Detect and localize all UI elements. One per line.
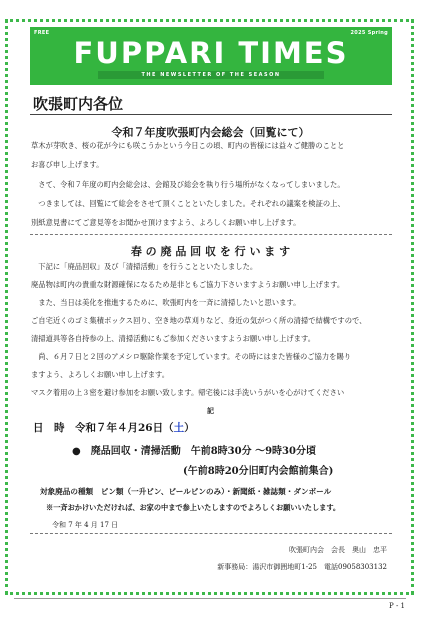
signature: 吹張町内会 会長 奥山 忠平: [289, 546, 387, 554]
ki-label: 記: [207, 406, 214, 415]
event-date: [33, 420, 195, 435]
section2-line-2: 廃品物は町内の貴重な財源確保になるため是非ともご協力下さいますようお願い申し上げます。: [31, 280, 345, 289]
heading-divider: [30, 114, 392, 115]
section2-title: 春 の 廃 品 回 収 を 行 い ま す: [130, 245, 291, 258]
free-label: FREE: [34, 30, 50, 36]
section-divider: [30, 234, 392, 235]
season-label: 2025 Spring: [350, 30, 388, 36]
section2-line-3: また、当日は美化を推進するために、吹張町内を一斉に清掃したいと思います。: [31, 298, 301, 307]
issued-date: 令和 7 年 4 月 17 日: [52, 521, 119, 529]
section2-line-6: 尚、６月７日と２回のアメシロ駆除作業を予定しています。その時にはまた皆様のご協力を賜り: [31, 352, 352, 361]
masthead: [30, 27, 392, 85]
event-weekday: 土: [173, 422, 185, 434]
newsletter-subtitle: THE NEWSLETTER OF THE SEASON: [141, 72, 281, 78]
event-date-close: ）: [184, 422, 195, 434]
event-activity: ● 廃品回収・清掃活動 午前8時30分 ～9時30分頃: [72, 446, 316, 457]
newsletter-title: FUPPARI TIMES: [73, 36, 349, 70]
waste-items: 対象廃品の種類 ピン類（一升ビン、ビールビンのみ）・新聞紙・雑誌類・ダンボール: [40, 487, 332, 496]
bottom-divider: [14, 598, 406, 599]
event-meeting-point: (午前8時20分旧町内会館前集合): [183, 466, 334, 477]
section2-line-7: ますよう、よろしくお願い申し上げます。: [31, 370, 170, 379]
section2-line-5: 清掃道具等各自持参の上、清掃活動にもご参加くださいますようお願い申し上げます。: [31, 334, 315, 343]
section1-title: 令和７年度吹張町内会総会（回覧にて）: [111, 126, 310, 139]
collection-note: ※一斉おかけいただければ、お家の中まで参上いたしますのでよろしくお願いいたします。: [46, 503, 341, 512]
section1-line-2: お喜び申し上げます。: [31, 160, 104, 169]
section1-line-5: 別紙意見書にてご意見等をお聞かせ頂けますよう、よろしくお願い申し上げます。: [31, 218, 301, 227]
page-number: P - 1: [389, 602, 405, 610]
office-contact: 新事務局：湯沢市御囲地町1-25 電話09058303132: [217, 563, 387, 571]
section2-line-4: ご自宅近くのゴミ集積ボックス回り、空き地の草刈りなど、身近の気がつく所の清掃で結構ですので、: [31, 316, 367, 325]
page-heading: 吹張町内各位: [33, 95, 124, 113]
event-date-label: 日 時 令和７年４月26日（: [33, 422, 174, 434]
section2-line-8: マスク着用の上３密を避け参加をお願い致します。帰宅後には手洗いうがいを心がけてください: [31, 388, 345, 397]
footer-divider: [30, 533, 392, 534]
section1-line-3: さて、令和７年度の町内会総会は、会館及び総会を執り行う場所がなくなってしまいました。: [31, 180, 345, 189]
section2-line-1: 下記に「廃品回収」及び「清掃活動」を行うことといたしました。: [31, 262, 258, 271]
section1-line-4: つきましては、回覧にて総会をさせて頂くことといたしました。それぞれの議案を検証の上、: [31, 199, 345, 208]
section1-line-1: 草木が芽吹き、桜の花が今にも咲こうかという今日この頃、町内の皆様には益々ご健勝のことと: [31, 141, 345, 150]
